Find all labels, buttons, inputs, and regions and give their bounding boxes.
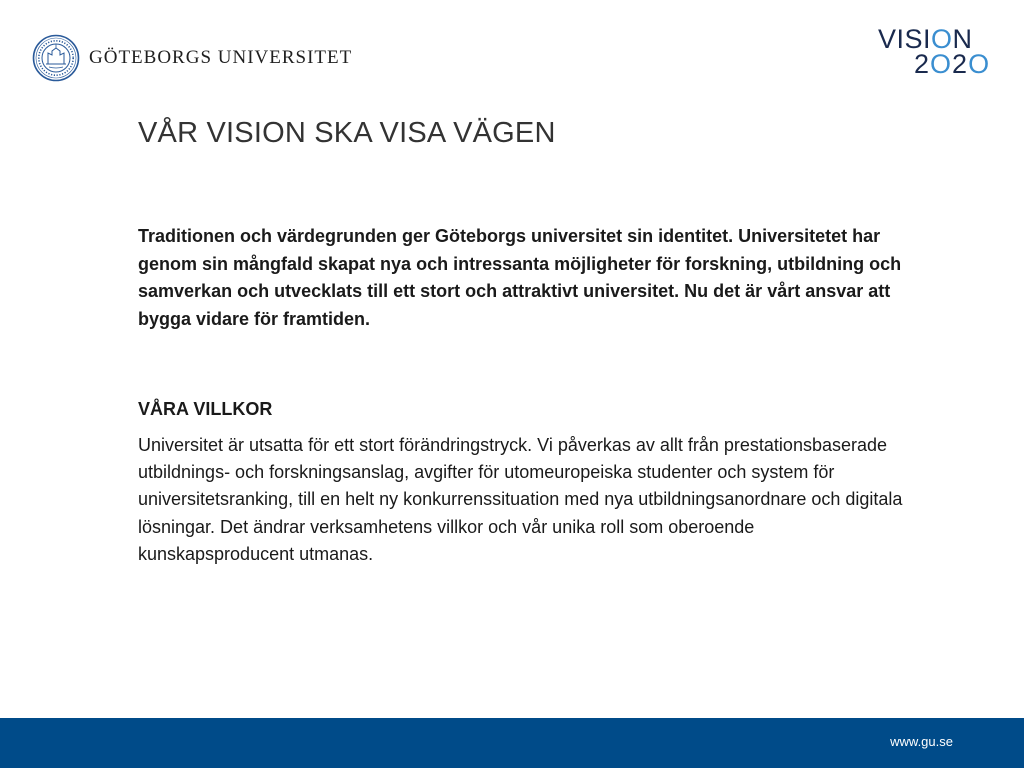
university-seal-icon bbox=[32, 34, 80, 82]
footer-url[interactable]: www.gu.se bbox=[890, 734, 953, 749]
university-logo bbox=[32, 33, 352, 83]
footer-bar bbox=[0, 718, 1024, 768]
slide-title: VÅR VISION SKA VISA VÄGEN bbox=[138, 117, 556, 149]
vision-2020-logo bbox=[878, 26, 1002, 82]
vision-logo-line1: VISION bbox=[878, 24, 973, 54]
university-name: GÖTEBORGS UNIVERSITET bbox=[89, 47, 353, 68]
vision-logo-line2: 2O2O bbox=[914, 49, 991, 79]
section-heading: VÅRA VILLKOR bbox=[138, 399, 273, 419]
lead-paragraph: Traditionen och värdegrunden ger Göteborgs universitet sin identitet. Universitetet har genom sin mångfald skapat nya och intressanta möjligheter för forskning, utbildning och samverkan och utvecklats till ett stort och attraktivt universitet. Nu det är vårt ansvar att bygga vidare för framtiden. bbox=[138, 226, 902, 329]
body-paragraph: Universitet är utsatta för ett stort förändringstryck. Vi påverkas av allt från prestationsbaserade utbildnings- och forskningsanslag, avgifter för utomeuropeiska studenter och system för universitetsranking, till en helt ny konkurrenssituation med nya utbildningsanordnare och digitala lösningar. Det ändrar verksamhetens villkor och vår unika roll som oberoende kunskapsproducent utmanas. bbox=[138, 435, 903, 564]
